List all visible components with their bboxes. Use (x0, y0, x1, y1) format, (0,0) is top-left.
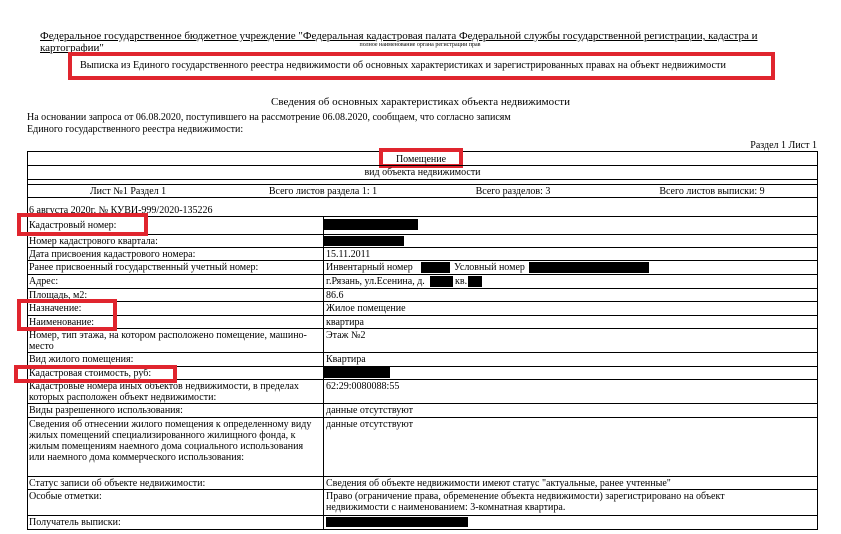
table-line (27, 165, 818, 166)
table-line (27, 328, 818, 329)
label-cadastral-number: Кадастровый номер: (29, 220, 117, 231)
table-border (817, 151, 818, 530)
table-line (27, 184, 818, 185)
label-recipient: Получатель выписки: (29, 517, 121, 528)
label-assign-date: Дата присвоения кадастрового номера: (29, 249, 196, 260)
value-record-status: Сведения об объекте недвижимости имеют статус "актуальные, ранее учтенные" (326, 478, 671, 489)
value-floor: Этаж №2 (326, 330, 366, 341)
redacted-house (430, 276, 453, 287)
value-apartment-label: кв. (455, 276, 468, 287)
redacted-apartment (468, 276, 482, 287)
object-type: Помещение (395, 154, 447, 165)
label-floor: Номер, тип этажа, на котором расположено помещение, машино-место (29, 330, 307, 352)
label-cadastral-block: Номер кадастрового квартала: (29, 236, 158, 247)
redacted-recipient (326, 517, 468, 527)
value-purpose: Жилое помещение (326, 303, 406, 314)
value-conditional-label: Условный номер (454, 262, 525, 273)
label-cadastral-value: Кадастровая стоимость, руб: (29, 368, 152, 379)
table-line (27, 197, 818, 198)
redacted-inventory-number (421, 262, 450, 273)
intro-line-2: Единого государственного реестра недвижимости: (27, 124, 244, 135)
table-line (27, 352, 818, 353)
section-title: Сведения об основных характеристиках объекта недвижимости (271, 96, 570, 108)
section-sheets-total: Всего листов раздела 1: 1 (268, 186, 378, 197)
label-special-fund: Сведения об отнесении жилого помещения к определенному виду жилых помещений специализированного жилищного фонда, к жилым помещениям наемного дома социального использования или наемного дома коммерческого использования: (29, 419, 312, 463)
table-line (27, 417, 818, 418)
table-line (27, 179, 818, 180)
document-title: Выписка из Единого государственного реестра недвижимости об основных характеристиках и зарегистрированных правах на объект недвижимости (80, 60, 726, 71)
table-line (27, 301, 818, 302)
org-name: Федеральное государственное бюджетное учреждение "Федеральная кадастровая палата Федеральной службы государственной регистрации, кадастра и картографии" (40, 30, 758, 54)
table-line (27, 489, 818, 490)
label-address: Адрес: (29, 276, 59, 287)
extract-sheets-total: Всего листов выписки: 9 (659, 186, 765, 197)
value-assign-date: 15.11.2011 (326, 249, 371, 260)
value-special-notes: Право (ограничение права, обременение объекта недвижимости) зарегистрировано на объект недвижимости с наименованием: 3-комнатная квартира. (326, 491, 725, 513)
redacted-cadastral-value (324, 367, 390, 378)
value-parent-objects: 62:29:0080088:55 (326, 381, 400, 392)
label-name: Наименование: (29, 317, 95, 328)
label-record-status: Статус записи об объекте недвижимости: (29, 478, 206, 489)
table-line (27, 403, 818, 404)
table-line (27, 247, 818, 248)
value-special-fund: данные отсутствуют (326, 419, 413, 430)
table-border (27, 151, 28, 530)
label-permitted-use: Виды разрешенного использования: (29, 405, 183, 416)
org-caption: полное наименование органа регистрации прав (359, 42, 481, 48)
label-special-notes: Особые отметки: (29, 491, 102, 502)
redacted-cadastral-block (324, 236, 404, 246)
value-name: квартира (326, 317, 364, 328)
sections-total: Всего разделов: 3 (475, 186, 551, 197)
table-line (27, 274, 818, 275)
value-address: г.Рязань, ул.Есенина, д. (326, 276, 425, 287)
cadastral-value-highlight-box (14, 365, 177, 383)
label-purpose: Назначение: (29, 303, 82, 314)
purpose-name-highlight-box (17, 299, 117, 331)
table-border (27, 529, 818, 530)
label-parent-objects: Кадастровые номера иных объектов недвижимости, в пределах которых расположен объект недвижимости: (29, 381, 299, 403)
redacted-cadastral-number (324, 219, 418, 230)
table-line (27, 260, 818, 261)
redacted-conditional-number (529, 262, 649, 273)
value-inventory-label: Инвентарный номер (326, 262, 413, 273)
table-line (27, 515, 818, 516)
label-premise-type: Вид жилого помещения: (29, 354, 134, 365)
value-permitted-use: данные отсутствуют (326, 405, 413, 416)
intro-line-1: На основании запроса от 06.08.2020, поступившего на рассмотрение 06.08.2020, сообщаем, что согласно записям (27, 112, 511, 123)
cadastral-number-highlight-box (17, 213, 148, 236)
label-area: Площадь, м2: (29, 290, 88, 301)
table-line (27, 288, 818, 289)
value-premise-type: Квартира (326, 354, 366, 365)
sheet-number: Лист №1 Раздел 1 (89, 186, 167, 197)
date-number: 6 августа 2020г. № КУВИ-999/2020-135226 (29, 205, 213, 216)
label-previous-number: Ранее присвоенный государственный учетный номер: (29, 262, 259, 273)
table-line (27, 476, 818, 477)
object-type-caption: вид объекта недвижимости (364, 167, 481, 178)
section-sheet-label: Раздел 1 Лист 1 (750, 140, 817, 151)
table-line (27, 315, 818, 316)
value-area: 86.6 (326, 290, 344, 301)
